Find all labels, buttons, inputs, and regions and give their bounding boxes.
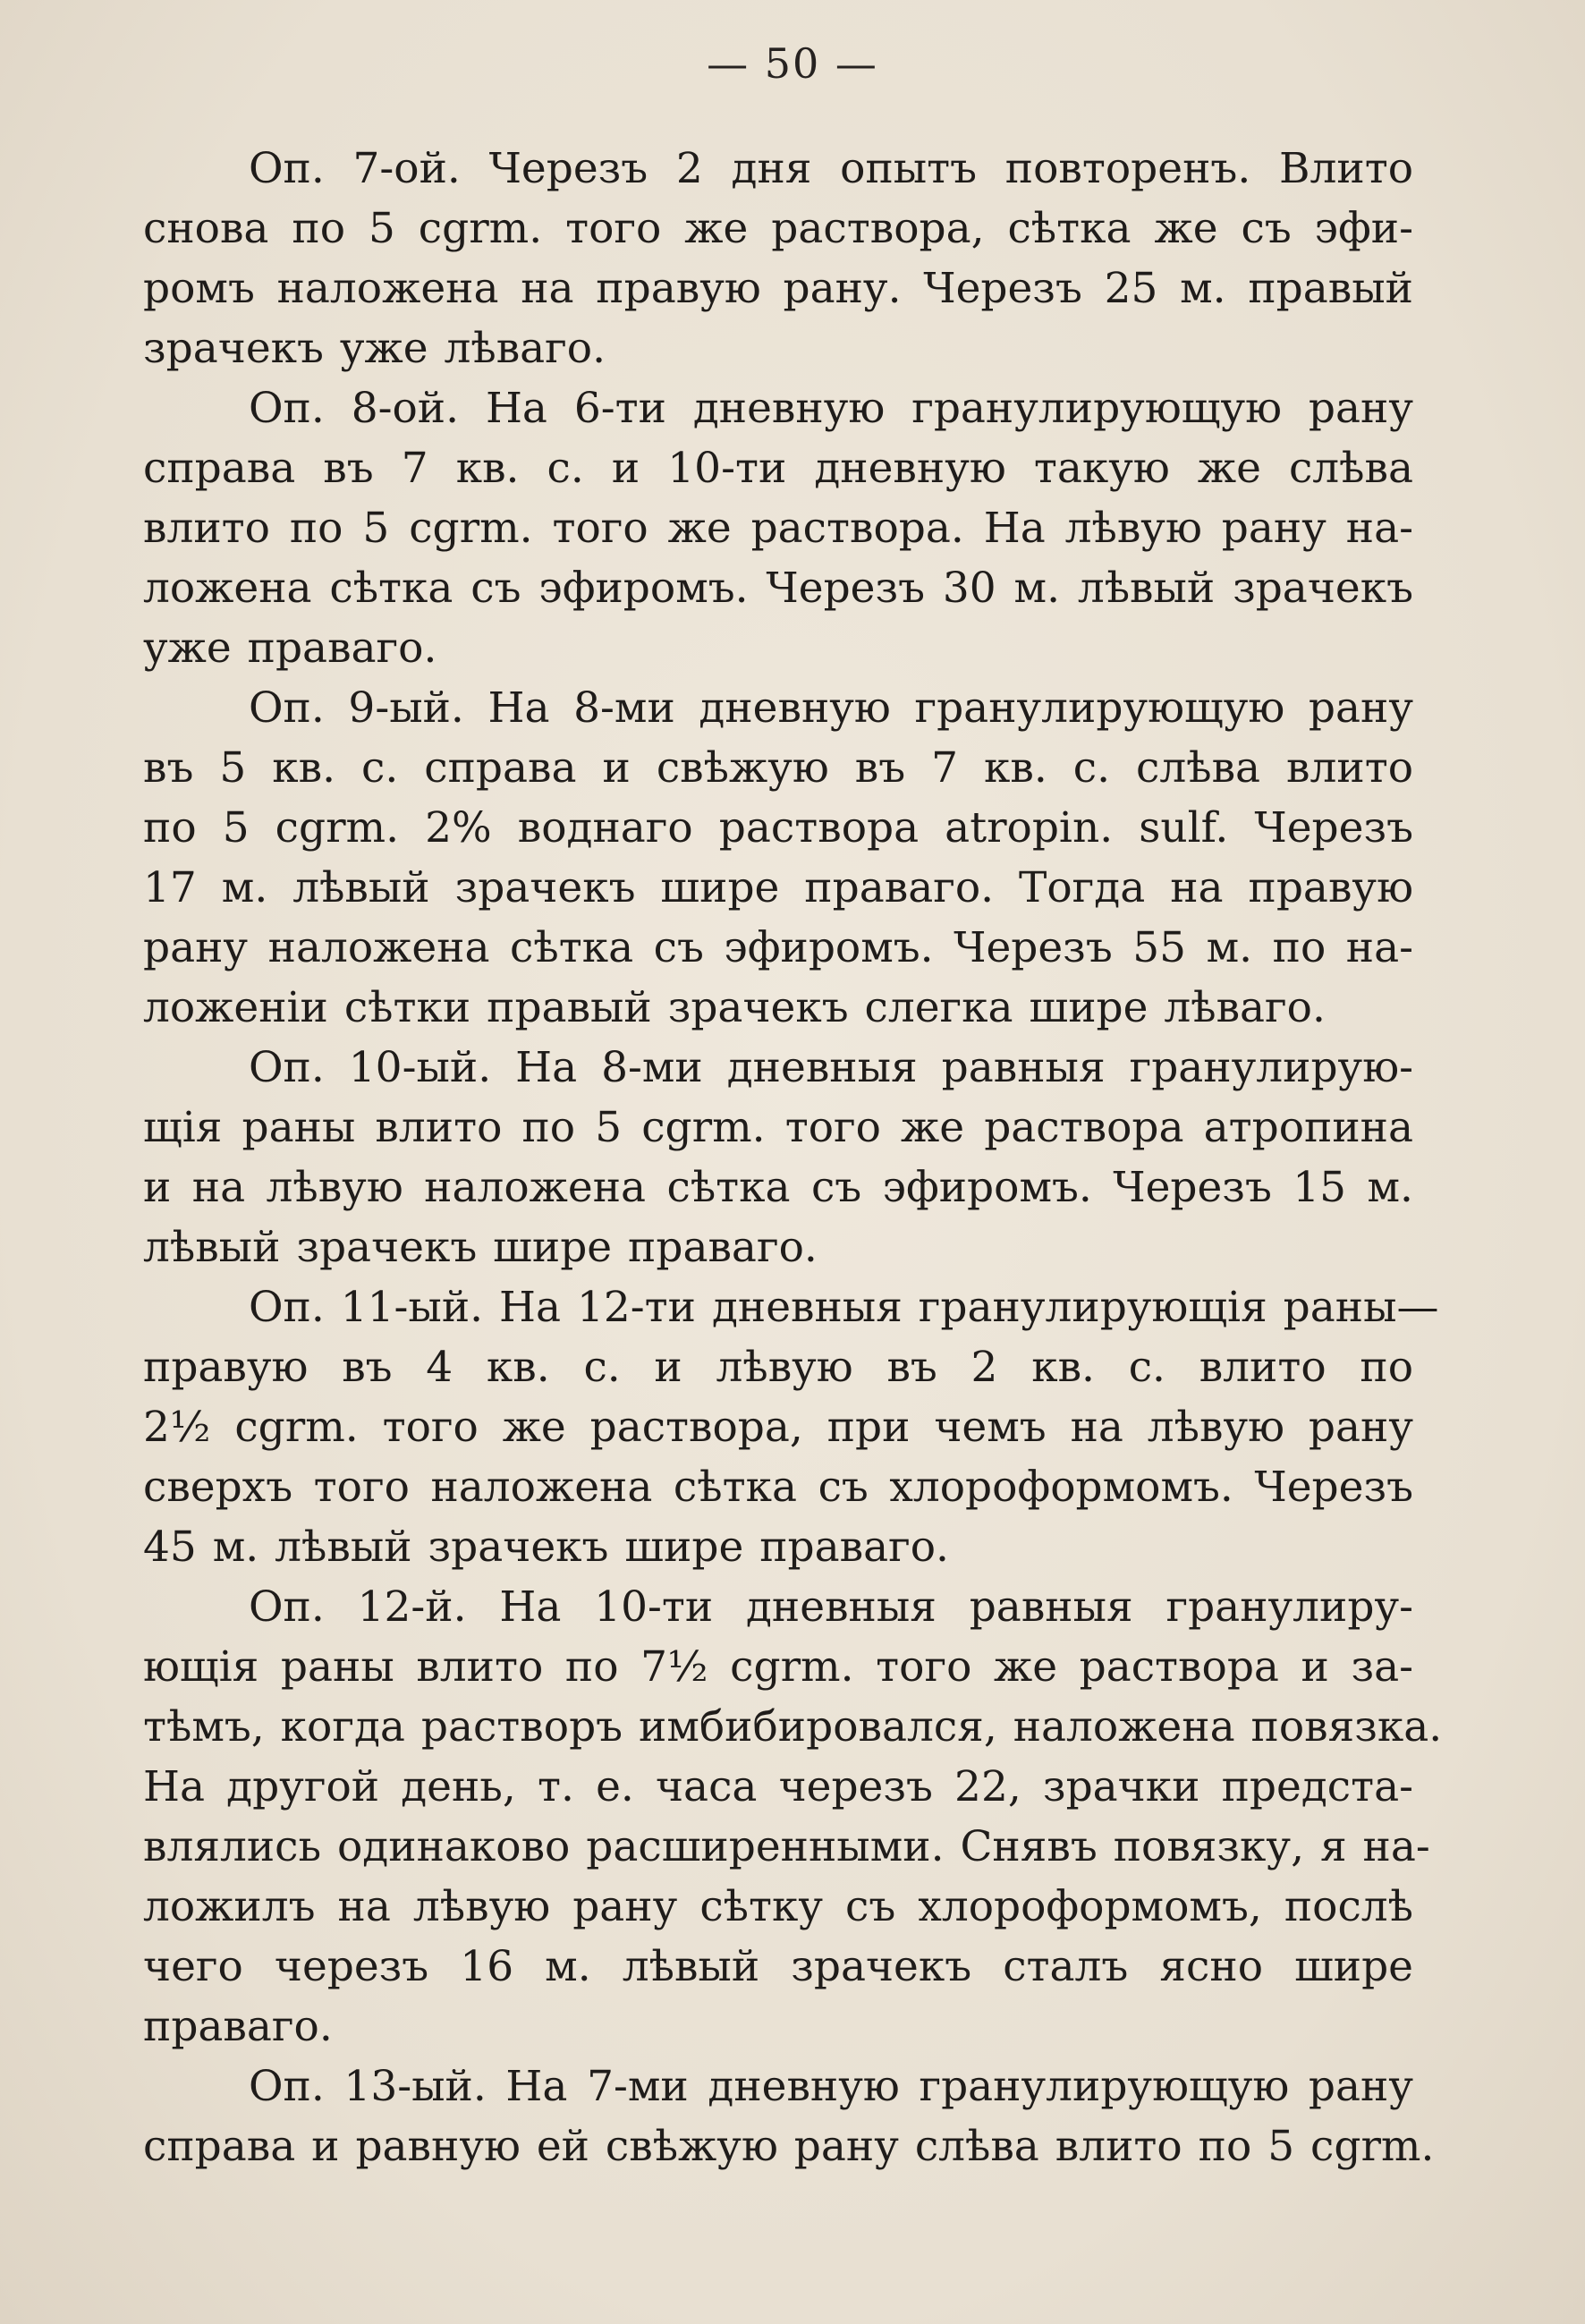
paragraph-experiment-8: [143, 378, 1413, 678]
text-line: щія раны влито по 5 cgrm. того же раствора атропина: [143, 1103, 1413, 1152]
text-line: Оп. 9-ый. На 8-ми дневную гранулирующую рану: [249, 683, 1413, 733]
text-line: 45 м. лѣвый зрачекъ шире праваго.: [143, 1522, 950, 1572]
text-line: сверхъ того наложена сѣтка съ хлороформомъ. Черезъ: [143, 1463, 1413, 1512]
paragraph-experiment-10: [143, 1038, 1413, 1277]
text-line: и на лѣвую наложена сѣтка съ эфиромъ. Черезъ 15 м.: [143, 1163, 1413, 1212]
text-line: ромъ наложена на правую рану. Черезъ 25 м. правый: [143, 264, 1413, 313]
text-line: Оп. 10-ый. На 8-ми дневныя равныя гранулирую-: [249, 1043, 1413, 1092]
text-line: 2½ cgrm. того же раствора, при чемъ на лѣвую рану: [143, 1403, 1413, 1452]
paragraph-experiment-11: [143, 1277, 1439, 1577]
text-line: справа и равную ей свѣжую рану слѣва влито по 5 cgrm.: [143, 2122, 1435, 2171]
text-line: Оп. 11-ый. На 12-ти дневныя гранулирующія раны—: [249, 1283, 1439, 1332]
text-line: влялись одинаково расширенными. Снявъ повязку, я на-: [143, 1822, 1430, 1871]
text-line: ложеніи сѣтки правый зрачекъ слегка шире лѣваго.: [143, 983, 1326, 1032]
text-line: лѣвый зрачекъ шире праваго.: [143, 1223, 818, 1272]
text-line: тѣмъ, когда растворъ имбибировался, наложена повязка.: [143, 1702, 1443, 1751]
text-line: справа въ 7 кв. с. и 10-ти дневную такую же слѣва: [143, 444, 1413, 493]
text-line: ложена сѣтка съ эфиромъ. Черезъ 30 м. лѣвый зрачекъ: [143, 564, 1413, 613]
text-line: 17 м. лѣвый зрачекъ шире праваго. Тогда на правую: [143, 863, 1413, 912]
body-text: [143, 139, 1443, 2176]
paragraph-experiment-12: [143, 1577, 1443, 2057]
text-line: Оп. 13-ый. На 7-ми дневную гранулирующую рану: [249, 2062, 1413, 2111]
text-line: рану наложена сѣтка съ эфиромъ. Черезъ 55 м. по на-: [143, 923, 1413, 972]
text-line: правую въ 4 кв. с. и лѣвую въ 2 кв. с. влито по: [143, 1343, 1413, 1392]
text-line: уже праваго.: [143, 623, 437, 673]
text-line: снова по 5 cgrm. того же раствора, сѣтка же съ эфи-: [143, 204, 1413, 253]
text-line: влито по 5 cgrm. того же раствора. На лѣвую рану на-: [143, 504, 1413, 553]
text-line: въ 5 кв. с. справа и свѣжую въ 7 кв. с. слѣва влито: [143, 743, 1413, 793]
text-line: Оп. 12-й. На 10-ти дневныя равныя гранулиру-: [249, 1582, 1413, 1632]
text-line: На другой день, т. е. часа черезъ 22, зрачки предста-: [143, 1762, 1413, 1811]
text-line: чего черезъ 16 м. лѣвый зрачекъ сталъ ясно шире: [143, 1942, 1413, 1991]
text-line: праваго.: [143, 2002, 333, 2051]
text-line: Оп. 7-ой. Черезъ 2 дня опытъ повторенъ. Влито: [249, 144, 1413, 193]
paragraph-experiment-7: [143, 139, 1413, 378]
paragraph-experiment-13: [143, 2057, 1435, 2176]
text-line: по 5 cgrm. 2% воднаго раствора atropin. sulf. Черезъ: [143, 803, 1413, 852]
text-line: зрачекъ уже лѣваго.: [143, 324, 606, 373]
text-line: ющія раны влито по 7½ cgrm. того же раствора и за-: [143, 1642, 1413, 1692]
paragraph-experiment-9: [143, 678, 1413, 1038]
page-number: — 50 —: [707, 39, 878, 88]
text-line: ложилъ на лѣвую рану сѣтку съ хлороформомъ, послѣ: [143, 1882, 1413, 1931]
text-line: Оп. 8-ой. На 6-ти дневную гранулирующую рану: [249, 384, 1413, 433]
